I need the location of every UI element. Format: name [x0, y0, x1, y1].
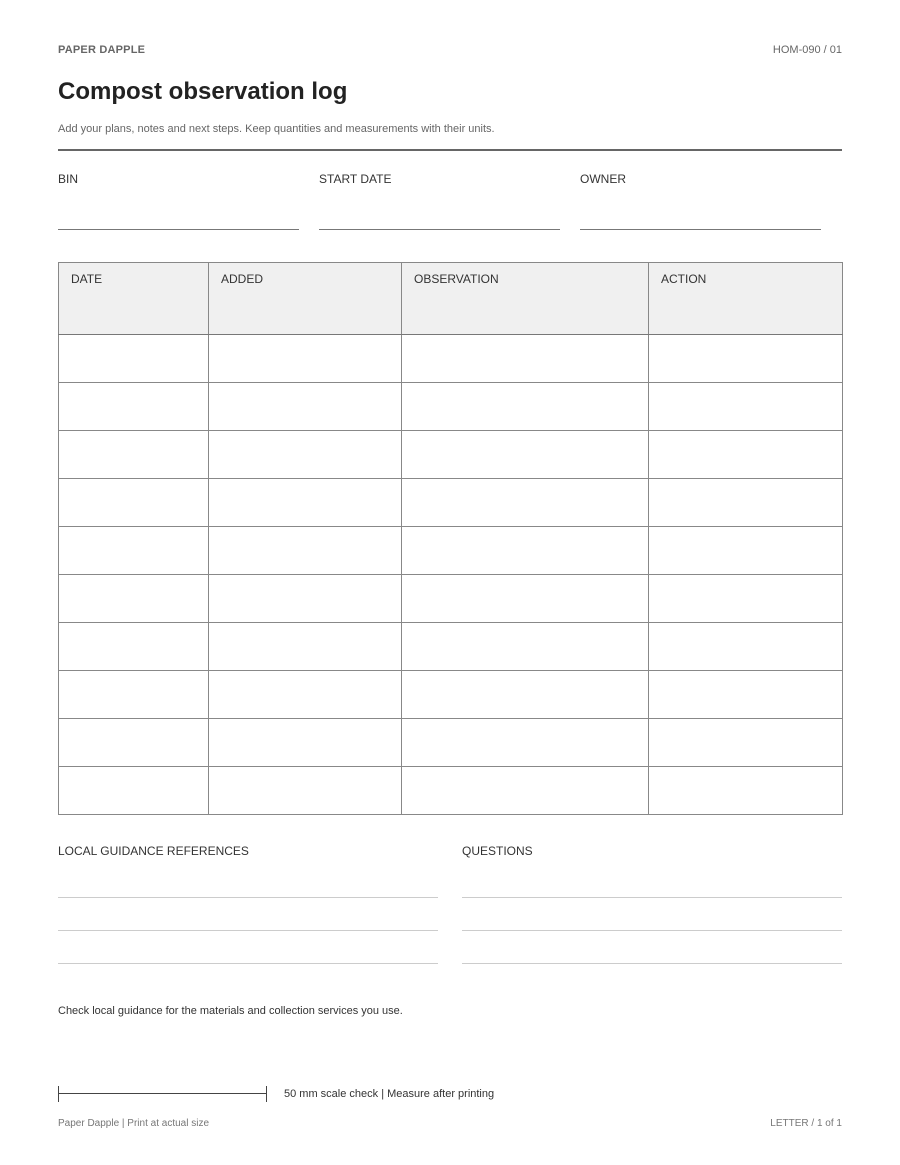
bin-field-label: BIN: [58, 172, 79, 186]
table-cell-action[interactable]: [649, 767, 843, 815]
brand-name: PAPER DAPPLE: [58, 44, 146, 56]
table-cell-date[interactable]: [59, 527, 209, 575]
table-cell-observation[interactable]: [402, 671, 649, 719]
scale-tick-end: [266, 1086, 267, 1102]
questions-line[interactable]: [462, 897, 842, 898]
table-cell-added[interactable]: [209, 575, 402, 623]
table-cell-date[interactable]: [59, 335, 209, 383]
table-cell-observation[interactable]: [402, 335, 649, 383]
observation-table: [58, 262, 843, 815]
table-cell-observation[interactable]: [402, 527, 649, 575]
start-date-field-label: START DATE: [319, 172, 392, 186]
table-body: [59, 335, 843, 815]
table-row: [59, 431, 843, 479]
table-row: [59, 575, 843, 623]
table-cell-date[interactable]: [59, 671, 209, 719]
table-cell-action[interactable]: [649, 671, 843, 719]
table-cell-date[interactable]: [59, 575, 209, 623]
references-label: LOCAL GUIDANCE REFERENCES: [58, 844, 249, 858]
table-row: [59, 479, 843, 527]
questions-line[interactable]: [462, 930, 842, 931]
owner-field-label: OWNER: [580, 172, 626, 186]
start-date-field-line[interactable]: [319, 229, 560, 230]
references-line[interactable]: [58, 963, 438, 964]
table-row: [59, 767, 843, 815]
table-cell-date[interactable]: [59, 719, 209, 767]
table-cell-added[interactable]: [209, 719, 402, 767]
table-row: [59, 527, 843, 575]
footer-right: LETTER / 1 of 1: [770, 1118, 842, 1129]
table-cell-observation[interactable]: [402, 719, 649, 767]
table-cell-observation[interactable]: [402, 623, 649, 671]
table-cell-action[interactable]: [649, 623, 843, 671]
page-title: Compost observation log: [58, 78, 348, 105]
header-divider: [58, 149, 842, 151]
references-line[interactable]: [58, 930, 438, 931]
table-cell-action[interactable]: [649, 719, 843, 767]
table-cell-observation[interactable]: [402, 575, 649, 623]
table-cell-action[interactable]: [649, 383, 843, 431]
table-header-row: [59, 263, 843, 335]
table-row: [59, 623, 843, 671]
footer-left: Paper Dapple | Print at actual size: [58, 1118, 210, 1129]
scale-check-bar: [58, 1086, 267, 1102]
table-cell-date[interactable]: [59, 383, 209, 431]
table-cell-added[interactable]: [209, 671, 402, 719]
table-row: [59, 719, 843, 767]
column-header-action: ACTION: [649, 263, 843, 335]
column-header-observation: OBSERVATION: [402, 263, 649, 335]
scale-caption: 50 mm scale check | Measure after printing: [284, 1088, 495, 1100]
table-cell-observation[interactable]: [402, 479, 649, 527]
scale-tick-start: [58, 1086, 59, 1102]
column-header-added: ADDED: [209, 263, 402, 335]
table-cell-date[interactable]: [59, 767, 209, 815]
table-cell-added[interactable]: [209, 623, 402, 671]
table-cell-date[interactable]: [59, 431, 209, 479]
table-cell-added[interactable]: [209, 383, 402, 431]
table-cell-action[interactable]: [649, 527, 843, 575]
table-cell-observation[interactable]: [402, 431, 649, 479]
references-line[interactable]: [58, 897, 438, 898]
table-cell-added[interactable]: [209, 767, 402, 815]
table-cell-added[interactable]: [209, 479, 402, 527]
owner-field-line[interactable]: [580, 229, 821, 230]
table-cell-action[interactable]: [649, 575, 843, 623]
bin-field-line[interactable]: [58, 229, 299, 230]
table-cell-action[interactable]: [649, 335, 843, 383]
page-subtitle: Add your plans, notes and next steps. Keep quantities and measurements with their units.: [58, 123, 495, 135]
document-id: HOM-090 / 01: [772, 44, 842, 56]
table-cell-added[interactable]: [209, 335, 402, 383]
table-row: [59, 671, 843, 719]
table-row: [59, 335, 843, 383]
questions-line[interactable]: [462, 963, 842, 964]
scale-line: [58, 1093, 267, 1094]
table-cell-action[interactable]: [649, 479, 843, 527]
column-header-date: DATE: [59, 263, 209, 335]
questions-label: QUESTIONS: [462, 844, 533, 858]
table-cell-date[interactable]: [59, 623, 209, 671]
table-cell-observation[interactable]: [402, 383, 649, 431]
table-cell-added[interactable]: [209, 431, 402, 479]
table-row: [59, 383, 843, 431]
table-cell-action[interactable]: [649, 431, 843, 479]
guidance-notice: Check local guidance for the materials and collection services you use.: [58, 1005, 403, 1017]
table-cell-observation[interactable]: [402, 767, 649, 815]
table-cell-added[interactable]: [209, 527, 402, 575]
table-cell-date[interactable]: [59, 479, 209, 527]
